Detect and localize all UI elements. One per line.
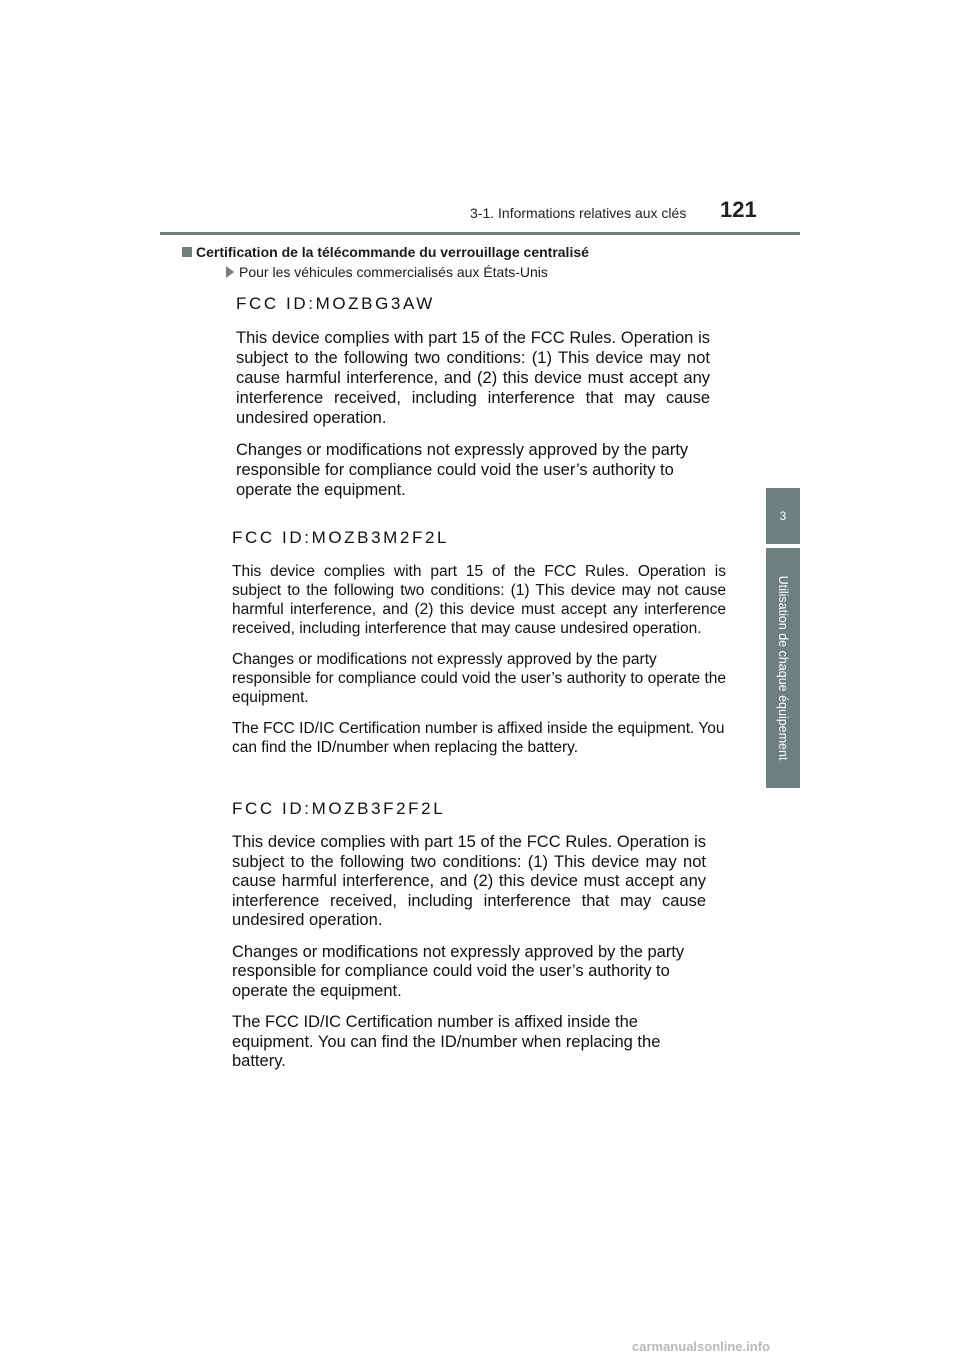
fcc-paragraph: This device complies with part 15 of the FCC Rules. Operation is subject to the following two conditions: (1) This device may not cause harmful interference, and (2) this device must accept any interference received, including interference that may cause undesired operation.	[236, 329, 710, 427]
section-heading	[182, 244, 589, 260]
chapter-number: 3	[779, 509, 787, 523]
section-heading-text: Certification de la télécommande du verrouillage centralisé	[196, 244, 589, 260]
page-number: 121	[720, 197, 757, 222]
chapter-tab	[766, 488, 800, 544]
fcc-id: FCC ID:MOZBG3AW	[236, 294, 435, 313]
fcc-label-block-2	[232, 528, 726, 769]
site-watermark: carmanualsonline.info	[632, 1339, 770, 1354]
header-section-title: 3-1. Informations relatives aux clés	[470, 205, 687, 221]
fcc-paragraph: This device complies with part 15 of the FCC Rules. Operation is subject to the following two conditions: (1) This device may not cause harmful interference, and (2) this device must accept any interference received, including interference that may cause undesired operation.	[232, 563, 726, 637]
fcc-paragraph: This device complies with part 15 of the FCC Rules. Operation is subject to the following two conditions: (1) This device may not cause harmful interference, and (2) this device must accept any interference received, including interference that may cause undesired operation.	[232, 833, 706, 929]
square-bullet-icon	[182, 247, 192, 257]
fcc-paragraph: The FCC ID/IC Certification number is affixed inside the equipment. You can find the ID/number when replacing the battery.	[232, 720, 725, 756]
chapter-title: Utilisation de chaque équipement	[776, 575, 790, 761]
fcc-paragraph: Changes or modifications not expressly approved by the party responsible for compliance could void the user’s authority to operate the equipment.	[232, 942, 685, 1000]
triangle-bullet-icon	[226, 266, 234, 278]
fcc-id: FCC ID:MOZB3M2F2L	[232, 528, 450, 547]
header-divider	[160, 232, 800, 235]
fcc-label-block-3	[232, 799, 706, 1084]
fcc-paragraph: The FCC ID/IC Certification number is affixed inside the equipment. You can find the ID/number when replacing the battery.	[232, 1013, 661, 1070]
sub-heading	[226, 264, 548, 280]
fcc-label-block-1	[236, 294, 710, 512]
fcc-paragraph: Changes or modifications not expressly approved by the party responsible for compliance could void the user’s authority to operate the equipment.	[236, 441, 689, 499]
fcc-paragraph: Changes or modifications not expressly approved by the party responsible for compliance could void the user’s authority to operate the equipment.	[232, 651, 726, 706]
fcc-id: FCC ID:MOZB3F2F2L	[232, 799, 446, 818]
sub-heading-text: Pour les véhicules commercialisés aux États-Unis	[239, 264, 548, 280]
